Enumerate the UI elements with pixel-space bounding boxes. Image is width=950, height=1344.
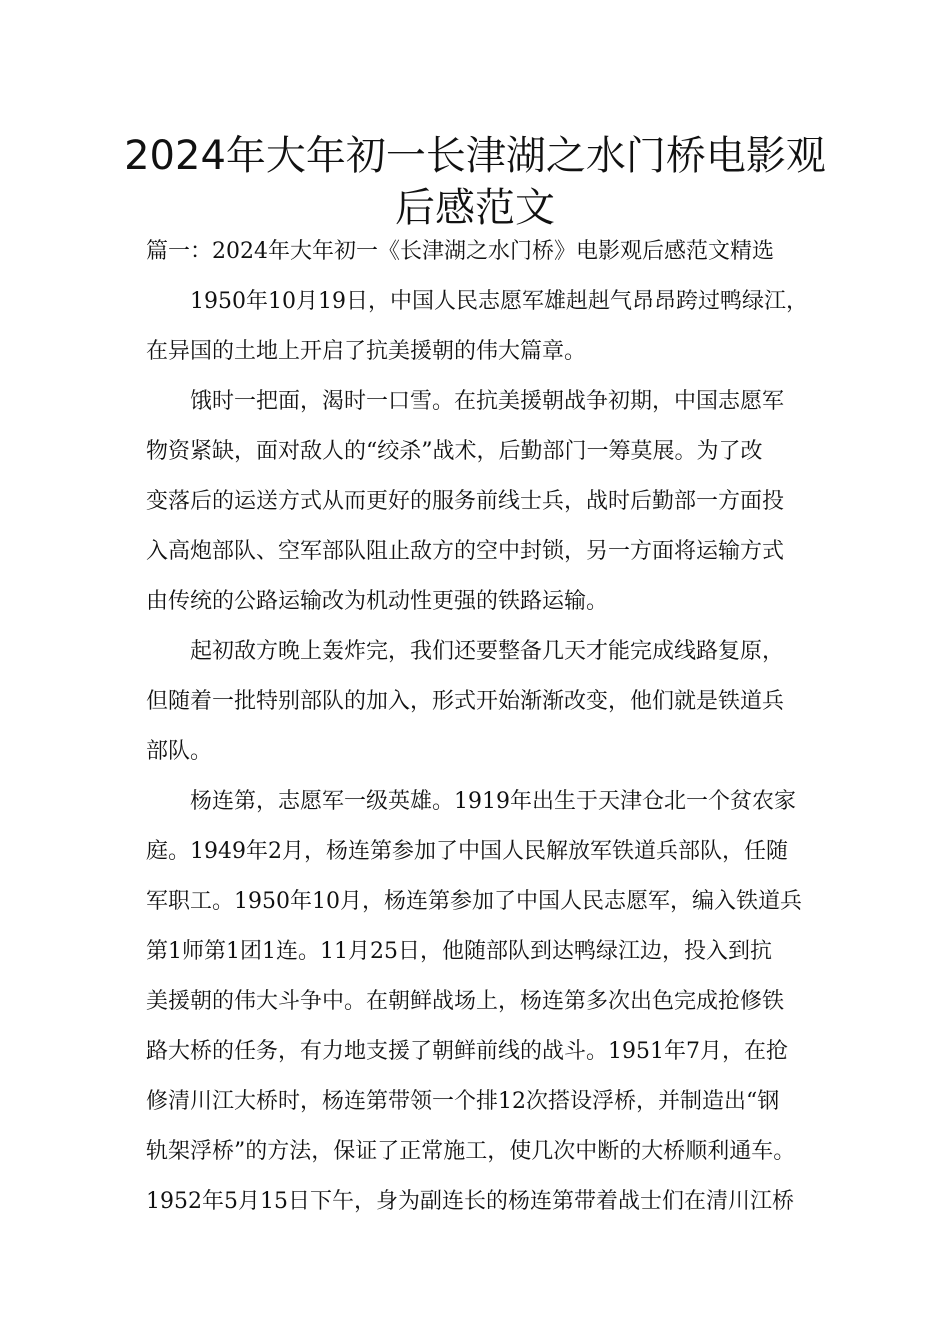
paragraph-line: 在异国的土地上开启了抗美援朝的伟大篇章。 xyxy=(146,339,587,364)
paragraph-line: 庭。1949年2月，杨连第参加了中国人民解放军铁道兵部队，任随 xyxy=(146,839,788,864)
paragraph-line: 起初敌方晚上轰炸完，我们还要整备几天才能完成线路复原， xyxy=(190,639,785,664)
paragraph-line: 路大桥的任务，有力地支援了朝鲜前线的战斗。1951年7月，在抢 xyxy=(146,1039,788,1064)
paragraph-line: 修清川江大桥时，杨连第带领一个排12次搭设浮桥，并制造出“钢 xyxy=(146,1089,780,1114)
paragraph-line: 物资紧缺，面对敌人的“绞杀”战术，后勤部门一筹莫展。为了改 xyxy=(146,439,763,464)
document-title-line-2: 后感范文 xyxy=(395,185,555,231)
paragraph-line: 1952年5月15日下午，身为副连长的杨连第带着战士们在清川江桥 xyxy=(146,1189,794,1214)
paragraph-line: 美援朝的伟大斗争中。在朝鲜战场上，杨连第多次出色完成抢修铁 xyxy=(146,989,785,1014)
paragraph-line: 杨连第，志愿军一级英雄。1919年出生于天津仓北一个贫农家 xyxy=(190,789,796,814)
paragraph-line: 入高炮部队、空军部队阻止敌方的空中封锁，另一方面将运输方式 xyxy=(146,539,785,564)
paragraph-line: 1950年10月19日，中国人民志愿军雄赳赳气昂昂跨过鸭绿江， xyxy=(190,289,808,314)
paragraph-line: 第1师第1团1连。11月25日，他随部队到达鸭绿江边，投入到抗 xyxy=(146,939,772,964)
paragraph-line: 部队。 xyxy=(146,739,213,764)
paragraph-line: 由传统的公路运输改为机动性更强的铁路运输。 xyxy=(146,589,609,614)
paragraph-line: 轨架浮桥”的方法，保证了正常施工，使几次中断的大桥顺利通车。 xyxy=(146,1139,796,1164)
section-heading: 篇一：2024年大年初一《长津湖之水门桥》电影观后感范文精选 xyxy=(146,239,774,264)
paragraph-line: 变落后的运送方式从而更好的服务前线士兵，战时后勤部一方面投 xyxy=(146,489,785,514)
paragraph-line: 但随着一批特别部队的加入，形式开始渐渐改变，他们就是铁道兵 xyxy=(146,689,785,714)
paragraph-line: 军职工。1950年10月，杨连第参加了中国人民志愿军，编入铁道兵 xyxy=(146,889,802,914)
paragraph-line: 饿时一把面，渴时一口雪。在抗美援朝战争初期，中国志愿军 xyxy=(190,389,785,414)
document-title-line-1: 2024年大年初一长津湖之水门桥电影观 xyxy=(124,133,826,179)
